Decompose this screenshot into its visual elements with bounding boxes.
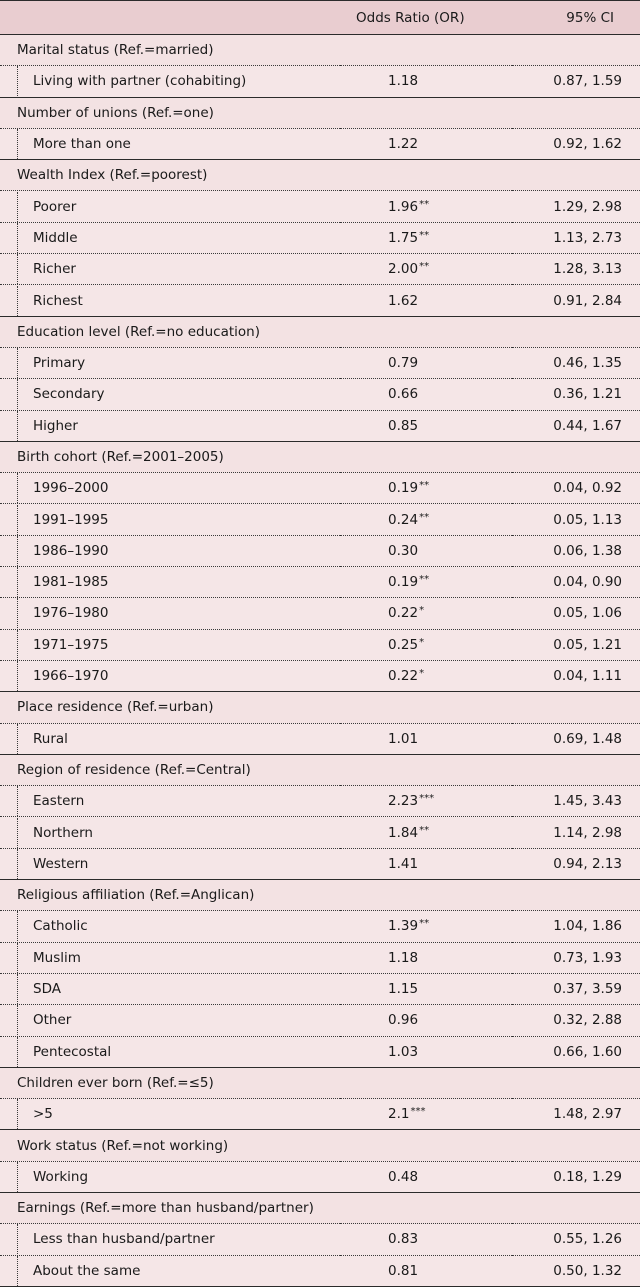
odds-ratio-value: 1.84	[388, 824, 419, 841]
row-label-cell	[0, 723, 340, 754]
table-row	[0, 347, 640, 378]
row-label: Middle	[17, 223, 340, 253]
row-label: Muslim	[17, 943, 340, 973]
odds-ratio-value: 2.1	[388, 1106, 410, 1123]
table-body	[0, 35, 640, 1287]
significance-marker: **	[419, 918, 430, 930]
row-label: Richest	[17, 286, 340, 316]
row-label: 1996–2000	[17, 473, 340, 503]
confidence-interval-value: 0.46, 1.35	[512, 347, 640, 378]
table-row	[0, 598, 640, 629]
table-row	[0, 629, 640, 660]
odds-ratio-cell	[340, 786, 512, 817]
confidence-interval-value: 0.69, 1.48	[512, 723, 640, 754]
odds-ratio-cell	[340, 66, 512, 97]
odds-ratio-cell	[340, 285, 512, 316]
row-label: 1976–1980	[17, 598, 340, 628]
row-label-cell	[0, 1161, 340, 1192]
odds-ratio-cell	[340, 660, 512, 691]
group-header-row	[0, 316, 640, 347]
odds-ratio-value: 0.30	[388, 542, 419, 559]
row-label: SDA	[17, 974, 340, 1004]
table-row	[0, 660, 640, 691]
row-label-cell	[0, 504, 340, 535]
row-label-cell	[0, 567, 340, 598]
odds-ratio-cell	[340, 254, 512, 285]
odds-ratio-value: 0.79	[388, 355, 419, 372]
odds-ratio-value: 1.75	[388, 229, 419, 246]
odds-ratio-value: 0.19	[388, 480, 419, 497]
row-label-cell	[0, 535, 340, 566]
odds-ratio-value: 0.66	[388, 386, 419, 403]
row-label-cell	[0, 191, 340, 222]
confidence-interval-value: 0.04, 1.11	[512, 660, 640, 691]
row-label-cell	[0, 379, 340, 410]
table-row	[0, 128, 640, 159]
row-label-cell	[0, 285, 340, 316]
table-row	[0, 848, 640, 879]
confidence-interval-value: 0.05, 1.13	[512, 504, 640, 535]
odds-ratio-value: 1.03	[388, 1043, 419, 1060]
group-header-row	[0, 35, 640, 66]
group-header-row	[0, 754, 640, 785]
odds-ratio-cell	[340, 347, 512, 378]
odds-ratio-value: 0.48	[388, 1168, 419, 1185]
group-header-row	[0, 692, 640, 723]
row-label: Western	[17, 849, 340, 879]
row-label: Primary	[17, 348, 340, 378]
odds-ratio-value: 1.15	[388, 981, 419, 998]
row-label: Northern	[17, 818, 340, 848]
significance-marker: **	[419, 824, 430, 836]
table-row	[0, 1036, 640, 1067]
odds-ratio-value: 0.96	[388, 1012, 419, 1029]
row-label-cell	[0, 128, 340, 159]
group-header-row	[0, 1130, 640, 1161]
table-row	[0, 285, 640, 316]
row-label-cell	[0, 942, 340, 973]
row-label: 1986–1990	[17, 536, 340, 566]
row-label-cell	[0, 817, 340, 848]
table-row	[0, 911, 640, 942]
table-row	[0, 504, 640, 535]
row-label: 1971–1975	[17, 630, 340, 660]
header-variable	[0, 1, 340, 35]
row-label-cell	[0, 254, 340, 285]
group-header-row	[0, 880, 640, 911]
table-row	[0, 1255, 640, 1286]
odds-ratio-cell	[340, 629, 512, 660]
table-row	[0, 410, 640, 441]
row-label: 1981–1985	[17, 567, 340, 597]
confidence-interval-value: 0.18, 1.29	[512, 1161, 640, 1192]
table-row	[0, 723, 640, 754]
odds-ratio-value: 0.19	[388, 574, 419, 591]
group-header-row	[0, 97, 640, 128]
odds-ratio-cell	[340, 1161, 512, 1192]
group-label: Children ever born (Ref.=≤5)	[0, 1067, 640, 1098]
confidence-interval-value: 0.05, 1.06	[512, 598, 640, 629]
table-row	[0, 567, 640, 598]
row-label-cell	[0, 1099, 340, 1130]
odds-ratio-value: 1.18	[388, 73, 419, 90]
row-label-cell	[0, 410, 340, 441]
odds-ratio-value: 0.25	[388, 636, 419, 653]
significance-marker: **	[419, 574, 430, 586]
table-row	[0, 379, 640, 410]
table-row	[0, 1099, 640, 1130]
group-header-row	[0, 1192, 640, 1223]
significance-marker: **	[419, 229, 430, 241]
row-label: Catholic	[17, 911, 340, 941]
significance-marker: ***	[410, 1106, 426, 1118]
row-label-cell	[0, 222, 340, 253]
row-label-cell	[0, 1036, 340, 1067]
odds-ratio-cell	[340, 1255, 512, 1286]
group-label: Religious affiliation (Ref.=Anglican)	[0, 880, 640, 911]
odds-ratio-value: 1.22	[388, 136, 419, 153]
odds-ratio-cell	[340, 535, 512, 566]
table-row	[0, 817, 640, 848]
confidence-interval-value: 0.87, 1.59	[512, 66, 640, 97]
odds-ratio-cell	[340, 379, 512, 410]
confidence-interval-value: 0.37, 3.59	[512, 973, 640, 1004]
confidence-interval-value: 0.36, 1.21	[512, 379, 640, 410]
group-label: Region of residence (Ref.=Central)	[0, 754, 640, 785]
confidence-interval-value: 1.48, 2.97	[512, 1099, 640, 1130]
row-label-cell	[0, 629, 340, 660]
confidence-interval-value: 0.32, 2.88	[512, 1005, 640, 1036]
group-label: Number of unions (Ref.=one)	[0, 97, 640, 128]
table-row	[0, 473, 640, 504]
significance-marker: *	[419, 668, 425, 680]
odds-ratio-value: 1.96	[388, 198, 419, 215]
row-label: 1966–1970	[17, 661, 340, 691]
row-label-cell	[0, 848, 340, 879]
odds-ratio-cell	[340, 911, 512, 942]
confidence-interval-value: 0.44, 1.67	[512, 410, 640, 441]
odds-ratio-cell	[340, 1036, 512, 1067]
confidence-interval-value: 1.45, 3.43	[512, 786, 640, 817]
group-label: Birth cohort (Ref.=2001–2005)	[0, 441, 640, 472]
row-label: Rural	[17, 724, 340, 754]
table-row	[0, 786, 640, 817]
row-label-cell	[0, 1255, 340, 1286]
row-label: Secondary	[17, 379, 340, 409]
row-label: About the same	[17, 1256, 340, 1286]
confidence-interval-value: 0.92, 1.62	[512, 128, 640, 159]
significance-marker: **	[419, 261, 430, 273]
odds-ratio-value: 1.01	[388, 730, 419, 747]
row-label-cell	[0, 598, 340, 629]
group-label: Place residence (Ref.=urban)	[0, 692, 640, 723]
confidence-interval-value: 0.05, 1.21	[512, 629, 640, 660]
confidence-interval-value: 0.91, 2.84	[512, 285, 640, 316]
row-label: >5	[17, 1099, 340, 1129]
row-label: Higher	[17, 411, 340, 441]
significance-marker: **	[419, 480, 430, 492]
row-label: 1991–1995	[17, 505, 340, 535]
group-header-row	[0, 1067, 640, 1098]
row-label-cell	[0, 473, 340, 504]
significance-marker: **	[419, 198, 430, 210]
confidence-interval-value: 0.50, 1.32	[512, 1255, 640, 1286]
odds-ratio-cell	[340, 191, 512, 222]
odds-ratio-cell	[340, 817, 512, 848]
table-header	[0, 1, 640, 35]
odds-ratio-cell	[340, 598, 512, 629]
table-row	[0, 1005, 640, 1036]
odds-ratio-cell	[340, 473, 512, 504]
group-header-row	[0, 441, 640, 472]
significance-marker: ***	[419, 793, 435, 805]
odds-ratio-value: 0.81	[388, 1262, 419, 1279]
group-label: Education level (Ref.=no education)	[0, 316, 640, 347]
row-label: Living with partner (cohabiting)	[17, 66, 340, 96]
odds-ratio-cell	[340, 410, 512, 441]
odds-ratio-value: 0.22	[388, 668, 419, 685]
odds-ratio-value: 2.23	[388, 793, 419, 810]
row-label-cell	[0, 66, 340, 97]
table-row	[0, 1224, 640, 1255]
row-label: Richer	[17, 254, 340, 284]
odds-ratio-cell	[340, 128, 512, 159]
row-label: Eastern	[17, 786, 340, 816]
odds-ratio-cell	[340, 567, 512, 598]
significance-marker: *	[419, 605, 425, 617]
header-odds-ratio: Odds Ratio (OR)	[340, 1, 512, 35]
row-label-cell	[0, 911, 340, 942]
odds-ratio-value: 0.83	[388, 1231, 419, 1248]
odds-ratio-cell	[340, 973, 512, 1004]
row-label-cell	[0, 660, 340, 691]
confidence-interval-value: 1.29, 2.98	[512, 191, 640, 222]
group-label: Marital status (Ref.=married)	[0, 35, 640, 66]
odds-ratio-value: 1.39	[388, 918, 419, 935]
table-row	[0, 222, 640, 253]
significance-marker: **	[419, 511, 430, 523]
confidence-interval-value: 0.94, 2.13	[512, 848, 640, 879]
odds-ratio-cell	[340, 848, 512, 879]
header-confidence-interval: 95% CI	[512, 1, 640, 35]
table-row	[0, 254, 640, 285]
significance-marker: *	[419, 636, 425, 648]
odds-ratio-cell	[340, 1224, 512, 1255]
row-label-cell	[0, 1224, 340, 1255]
table-row	[0, 942, 640, 973]
group-label: Earnings (Ref.=more than husband/partner)	[0, 1192, 640, 1223]
row-label-cell	[0, 1005, 340, 1036]
confidence-interval-value: 1.13, 2.73	[512, 222, 640, 253]
row-label: Pentecostal	[17, 1037, 340, 1067]
confidence-interval-value: 0.66, 1.60	[512, 1036, 640, 1067]
confidence-interval-value: 1.14, 2.98	[512, 817, 640, 848]
table-row	[0, 535, 640, 566]
odds-ratio-cell	[340, 504, 512, 535]
row-label-cell	[0, 786, 340, 817]
row-label-cell	[0, 347, 340, 378]
odds-ratio-value: 0.24	[388, 511, 419, 528]
confidence-interval-value: 0.06, 1.38	[512, 535, 640, 566]
row-label: Other	[17, 1005, 340, 1035]
odds-ratio-cell	[340, 723, 512, 754]
confidence-interval-value: 0.55, 1.26	[512, 1224, 640, 1255]
row-label: More than one	[17, 129, 340, 159]
odds-ratio-value: 1.62	[388, 292, 419, 309]
table-row	[0, 973, 640, 1004]
row-label-cell	[0, 973, 340, 1004]
confidence-interval-value: 0.73, 1.93	[512, 942, 640, 973]
confidence-interval-value: 1.04, 1.86	[512, 911, 640, 942]
table-row	[0, 66, 640, 97]
row-label: Less than husband/partner	[17, 1224, 340, 1254]
table-row	[0, 191, 640, 222]
odds-ratio-cell	[340, 1099, 512, 1130]
table-row	[0, 1161, 640, 1192]
confidence-interval-value: 0.04, 0.90	[512, 567, 640, 598]
odds-ratio-cell	[340, 942, 512, 973]
row-label: Working	[17, 1162, 340, 1192]
odds-ratio-value: 0.22	[388, 605, 419, 622]
odds-ratio-cell	[340, 222, 512, 253]
group-header-row	[0, 160, 640, 191]
odds-ratio-value: 1.41	[388, 855, 419, 872]
group-label: Wealth Index (Ref.=poorest)	[0, 160, 640, 191]
row-label: Poorer	[17, 192, 340, 222]
confidence-interval-value: 0.04, 0.92	[512, 473, 640, 504]
odds-ratio-value: 2.00	[388, 261, 419, 278]
confidence-interval-value: 1.28, 3.13	[512, 254, 640, 285]
odds-ratio-value: 1.18	[388, 949, 419, 966]
odds-ratio-value: 0.85	[388, 417, 419, 434]
group-label: Work status (Ref.=not working)	[0, 1130, 640, 1161]
odds-ratio-cell	[340, 1005, 512, 1036]
